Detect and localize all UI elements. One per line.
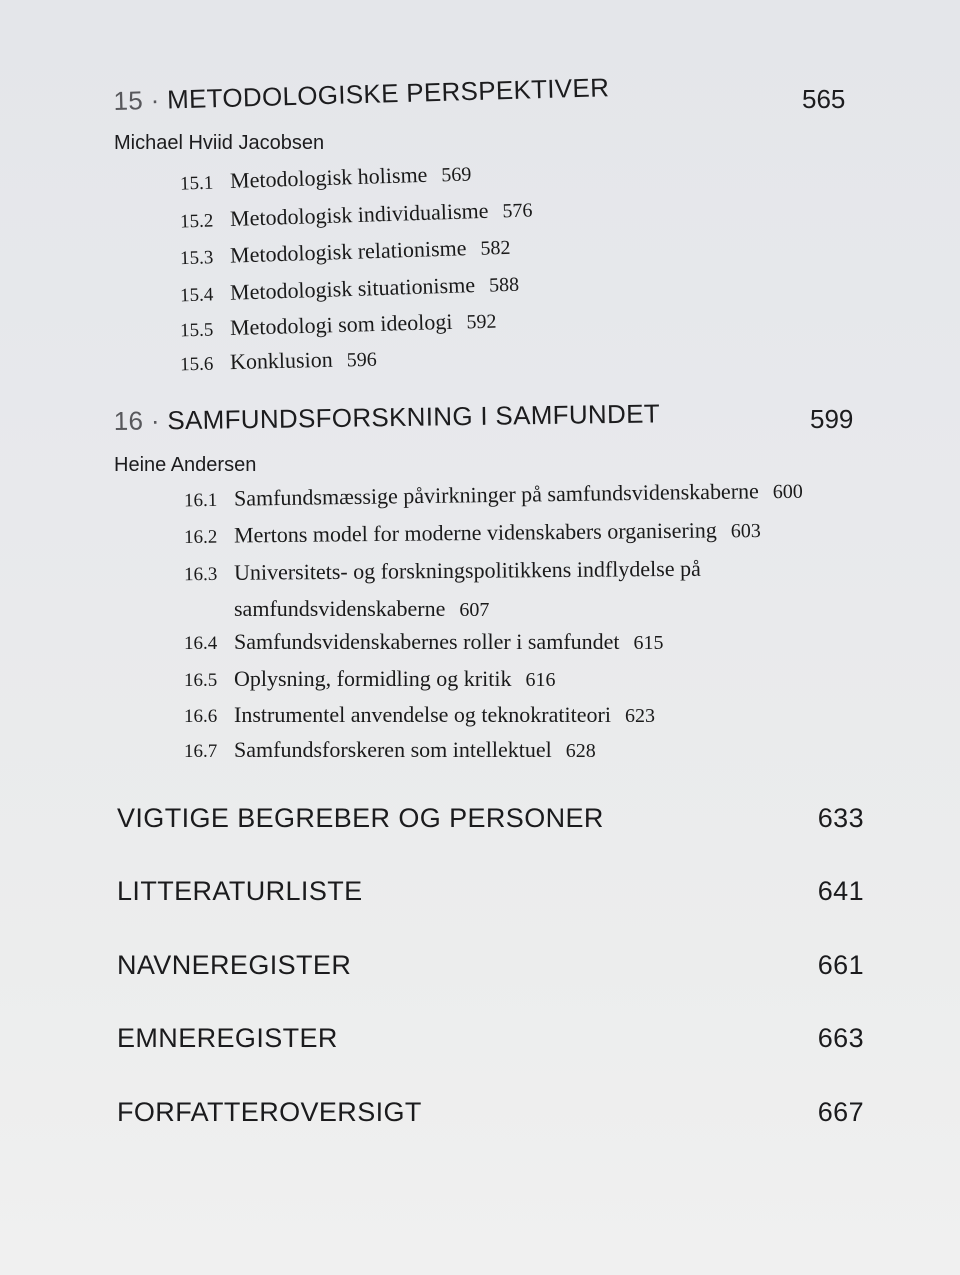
toc-section: 15.3 Metodologisk relationisme 582 bbox=[179, 235, 511, 270]
chapter-number: 16 bbox=[113, 405, 144, 437]
toc-section: 16.7 Samfundsforskeren som intellektuel 628 bbox=[184, 737, 596, 762]
toc-section: 16.1 Samfundsmæssige påvirkninger på samfundsvidenskaberne 600 bbox=[183, 478, 803, 512]
chapter-page: 599 bbox=[810, 404, 854, 434]
chapter-number: 15 bbox=[113, 85, 144, 117]
toc-section: 16.2 Mertons model for moderne videnskabers organisering 603 bbox=[183, 517, 761, 549]
chapter-heading bbox=[113, 72, 609, 117]
chapter-title: METODOLOGISKE PERSPEKTIVER bbox=[166, 72, 610, 115]
toc-section: 15.5 Metodologi som ideologi 592 bbox=[179, 308, 497, 342]
toc-section: 15.1 Metodologisk holisme 569 bbox=[179, 161, 472, 195]
chapter-heading bbox=[114, 398, 661, 437]
chapter-16 bbox=[113, 398, 859, 772]
chapter-title: SAMFUNDSFORSKNING I SAMFUNDET bbox=[167, 398, 661, 436]
toc-section: 15.4 Metodologisk situationisme 588 bbox=[179, 272, 520, 307]
chapter-author: Michael Hviid Jacobsen bbox=[114, 132, 325, 154]
toc-section: 16.5 Oplysning, formidling og kritik 616 bbox=[184, 666, 556, 691]
toc-section: 16.3 Universitets- og forskningspolitikkens indflydelse på bbox=[183, 555, 701, 586]
chapter-separator: · bbox=[150, 84, 160, 115]
chapter-15 bbox=[113, 72, 849, 380]
toc-section-continuation: samfundsvidenskaberne 607 bbox=[234, 596, 490, 621]
toc-section: 15.6 Konklusion 596 bbox=[179, 346, 377, 376]
toc-section: 16.6 Instrumentel anvendelse og teknokratiteori 623 bbox=[184, 702, 655, 727]
chapter-separator: · bbox=[150, 405, 161, 436]
chapter-author: Heine Andersen bbox=[114, 454, 257, 476]
chapter-page: 565 bbox=[802, 84, 846, 114]
toc-section: 16.4 Samfundsvidenskabernes roller i samfundet 615 bbox=[184, 629, 664, 654]
toc-section: 15.2 Metodologisk individualisme 576 bbox=[179, 197, 533, 233]
